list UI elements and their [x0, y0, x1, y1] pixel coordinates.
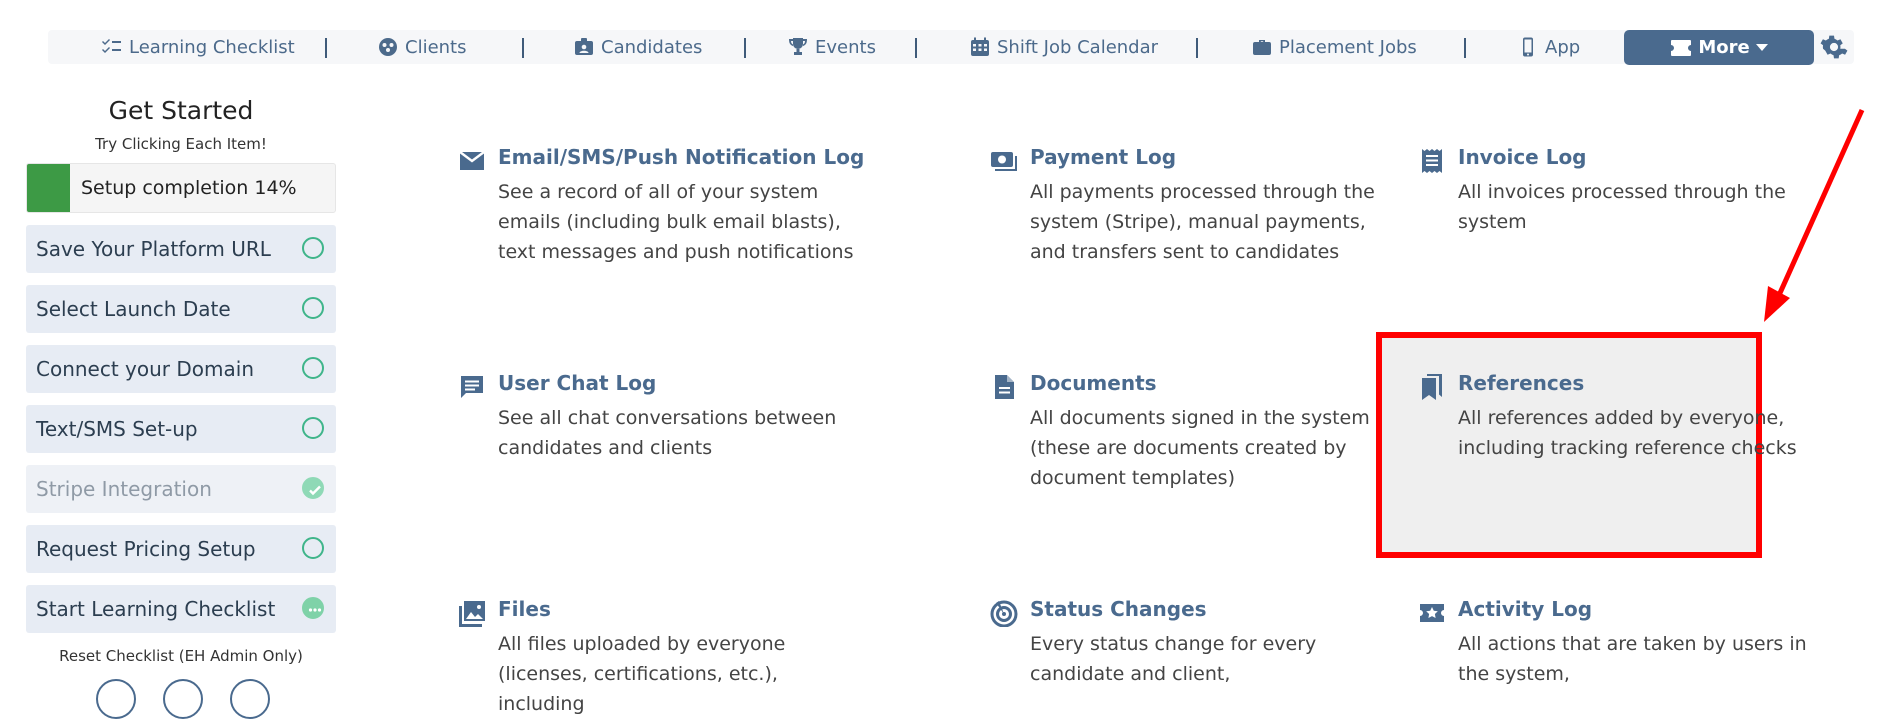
bottom-circle-buttons [26, 679, 336, 699]
nav-learning-checklist-label: Learning Checklist [129, 36, 295, 58]
more-dropdown-button[interactable] [1624, 30, 1814, 65]
checklist-item-label: Text/SMS Set-up [36, 417, 198, 441]
calendar-icon [970, 37, 990, 57]
tile-description: All references added by everyone, including tracking reference checks [1458, 407, 1797, 459]
nav-events-label: Events [815, 36, 876, 58]
status-circle-icon [302, 417, 324, 439]
document-icon [990, 373, 1018, 401]
nav-divider [744, 38, 746, 58]
more-button-label: More [1698, 37, 1750, 58]
reset-checklist-link[interactable]: Reset Checklist (EH Admin Only) [59, 647, 303, 665]
tile-title: Payment Log [1030, 145, 1177, 169]
in-progress-dots-icon [302, 597, 324, 619]
star-ticket-icon [1418, 599, 1446, 627]
tile-title: Documents [1030, 371, 1157, 395]
get-started-panel [26, 92, 336, 699]
tile-description: See a record of all of your system emails (including bulk email blasts), text messages and push notifications [498, 181, 854, 263]
tile-title: Email/SMS/Push Notification Log [498, 145, 865, 169]
nav-learning-checklist[interactable] [102, 30, 295, 64]
progress-fill [27, 164, 70, 212]
circle-button[interactable] [163, 679, 203, 719]
get-started-title: Get Started [108, 96, 254, 125]
tile-description: All actions that are taken by users in the system, [1458, 633, 1807, 685]
candidate-badge-icon [574, 37, 594, 57]
status-circle-icon [302, 357, 324, 379]
clients-icon [378, 37, 398, 57]
checklist-item-label: Connect your Domain [36, 357, 254, 381]
tile-description: All invoices processed through the system [1458, 181, 1786, 233]
checklist-item-label: Stripe Integration [36, 477, 212, 501]
checklist-item-request-pricing-setup[interactable] [26, 525, 336, 573]
nav-candidates[interactable] [574, 30, 702, 64]
nav-app-label: App [1545, 36, 1581, 58]
checklist-item-label: Request Pricing Setup [36, 537, 256, 561]
chat-icon [458, 373, 486, 401]
tile-description: All documents signed in the system (these are documents created by document templates) [1030, 407, 1370, 489]
ticket-icon [1670, 39, 1692, 57]
checklist-item-start-learning-checklist[interactable] [26, 585, 336, 633]
tile-description: All files uploaded by everyone (licenses, certifications, etc.), including [498, 633, 786, 715]
checklist-item-label: Start Learning Checklist [36, 597, 276, 621]
nav-shift-job-calendar-label: Shift Job Calendar [997, 36, 1159, 58]
circle-button[interactable] [96, 679, 136, 719]
mobile-icon [1518, 37, 1538, 57]
briefcase-icon [1252, 37, 1272, 57]
images-icon [458, 599, 486, 627]
nav-events[interactable] [788, 30, 876, 64]
gear-icon[interactable] [1820, 33, 1848, 61]
nav-clients[interactable] [378, 30, 467, 64]
nav-shift-job-calendar[interactable] [970, 30, 1158, 64]
checklist-item-select-launch-date[interactable] [26, 285, 336, 333]
checklist-icon [102, 37, 122, 57]
envelope-icon [458, 147, 486, 175]
tile-title: Invoice Log [1458, 145, 1587, 169]
nav-divider [1196, 38, 1198, 58]
tile-title: Activity Log [1458, 597, 1593, 621]
tile-title: References [1458, 371, 1585, 395]
status-circle-icon [302, 237, 324, 259]
tile-title: Status Changes [1030, 597, 1207, 621]
nav-divider [915, 38, 917, 58]
nav-divider [522, 38, 524, 58]
invoice-icon [1418, 147, 1446, 175]
setup-progress-bar [26, 163, 336, 213]
checklist-item-stripe-integration[interactable] [26, 465, 336, 513]
tile-title: Files [498, 597, 551, 621]
money-icon [990, 147, 1018, 175]
nav-app[interactable] [1518, 30, 1580, 64]
checklist-item-label: Select Launch Date [36, 297, 231, 321]
nav-placement-jobs-label: Placement Jobs [1279, 36, 1417, 58]
progress-label: Setup completion 14% [81, 177, 297, 199]
nav-placement-jobs[interactable] [1252, 30, 1417, 64]
tile-title: User Chat Log [498, 371, 657, 395]
checklist-item-text-sms-setup[interactable] [26, 405, 336, 453]
nav-clients-label: Clients [405, 36, 467, 58]
tile-description: Every status change for every candidate and client, [1030, 633, 1317, 685]
checklist-item-label: Save Your Platform URL [36, 237, 271, 261]
status-circle-icon [302, 297, 324, 319]
checklist-item-save-platform-url[interactable] [26, 225, 336, 273]
tile-description: All payments processed through the system (Stripe), manual payments, and transfers sent to candidates [1030, 181, 1375, 263]
nav-divider [325, 38, 327, 58]
top-nav [48, 30, 1854, 64]
trophy-icon [788, 37, 808, 57]
nav-divider [1464, 38, 1466, 58]
status-circle-icon [302, 537, 324, 559]
nav-candidates-label: Candidates [601, 36, 703, 58]
circle-button[interactable] [230, 679, 270, 719]
tile-description: See all chat conversations between candidates and clients [498, 407, 837, 459]
caret-down-icon [1756, 44, 1768, 52]
checklist-item-connect-domain[interactable] [26, 345, 336, 393]
get-started-subtitle: Try Clicking Each Item! [95, 135, 267, 153]
check-circle-icon [302, 477, 324, 499]
bookmarks-icon [1418, 373, 1446, 401]
status-target-icon [990, 599, 1018, 627]
